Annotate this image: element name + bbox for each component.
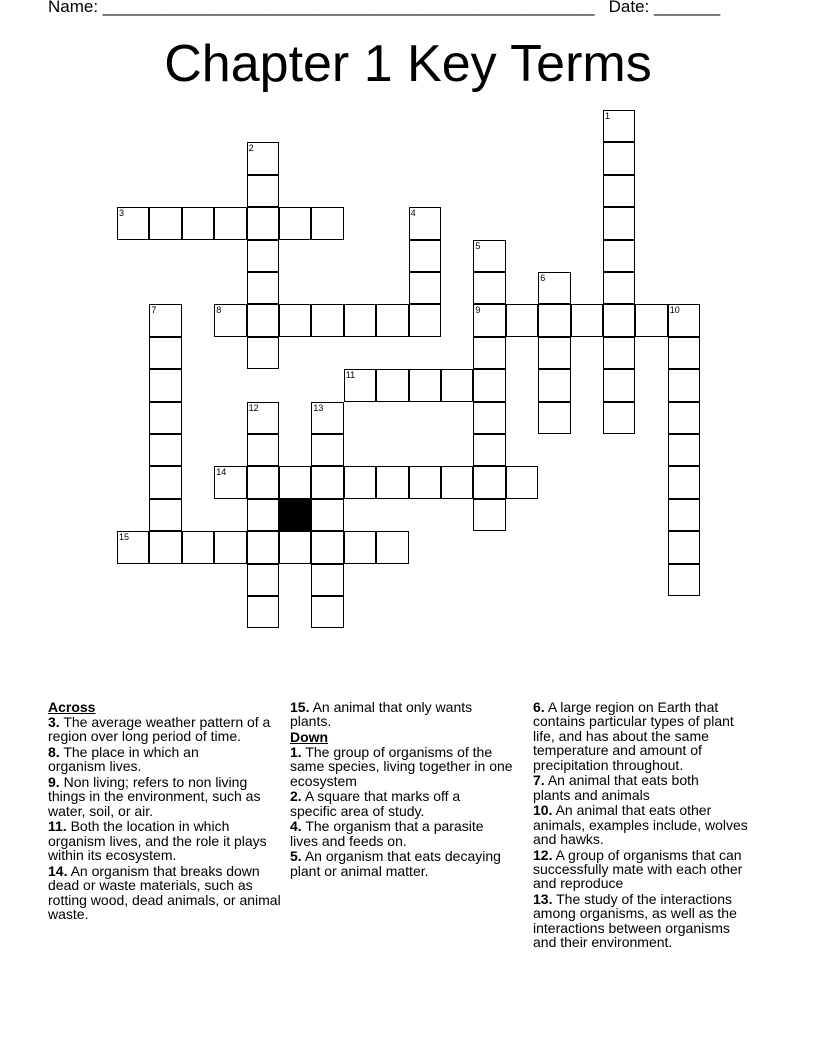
grid-cell[interactable]: [214, 207, 246, 239]
grid-cell[interactable]: [376, 531, 408, 563]
grid-cell[interactable]: [311, 596, 343, 628]
clue-column-3: [533, 700, 763, 951]
grid-cell[interactable]: [603, 369, 635, 401]
grid-cell[interactable]: [376, 304, 408, 336]
date-label: Date:: [608, 0, 654, 16]
grid-cell[interactable]: [149, 369, 181, 401]
grid-cell[interactable]: [668, 466, 700, 498]
grid-cell[interactable]: [473, 304, 505, 336]
grid-cell[interactable]: [409, 369, 441, 401]
grid-cell[interactable]: [603, 175, 635, 207]
grid-cell[interactable]: [117, 531, 149, 563]
clue-across-9: 9. Non living; refers to non living things in the environment, such as water, soil, or air.: [48, 774, 261, 819]
grid-cell[interactable]: [409, 272, 441, 304]
grid-cell[interactable]: [441, 466, 473, 498]
grid-cell[interactable]: [149, 531, 181, 563]
clue-down-13: 13. The study of the interactions among organisms, as well as the interactions between organisms and their environment.: [533, 891, 737, 951]
grid-cell[interactable]: [279, 466, 311, 498]
grid-cell[interactable]: [247, 466, 279, 498]
grid-cell[interactable]: [473, 434, 505, 466]
clue-column-2: [290, 700, 526, 879]
grid-cell[interactable]: [311, 564, 343, 596]
grid-cell[interactable]: [538, 369, 570, 401]
name-label: Name:: [48, 0, 103, 16]
clue-across-15: 15. An animal that only wants plants.: [290, 699, 473, 730]
clue-number: 15: [119, 532, 130, 543]
grid-cell[interactable]: [311, 434, 343, 466]
grid-cell[interactable]: [214, 466, 246, 498]
grid-cell[interactable]: [247, 304, 279, 336]
grid-cell[interactable]: [247, 434, 279, 466]
grid-cell[interactable]: [247, 402, 279, 434]
grid-cell[interactable]: [117, 207, 149, 239]
grid-cell[interactable]: [571, 304, 603, 336]
grid-cell[interactable]: [506, 466, 538, 498]
clue-across-8: 8. The place in which an organism lives.: [48, 744, 199, 775]
clue-number: 1: [605, 111, 611, 121]
grid-cell[interactable]: [311, 207, 343, 239]
grid-cell[interactable]: [538, 402, 570, 434]
grid-cell[interactable]: [247, 596, 279, 628]
grid-cell[interactable]: [247, 175, 279, 207]
grid-cell[interactable]: [247, 142, 279, 174]
grid-cell[interactable]: [668, 369, 700, 401]
grid-cell[interactable]: [279, 531, 311, 563]
grid-cell[interactable]: [538, 304, 570, 336]
grid-cell[interactable]: [473, 466, 505, 498]
clue-column-1: [48, 700, 284, 923]
grid-cell[interactable]: [149, 337, 181, 369]
grid-cell[interactable]: [409, 207, 441, 239]
grid-cell[interactable]: [473, 369, 505, 401]
grid-cell[interactable]: [603, 207, 635, 239]
grid-cell[interactable]: [603, 110, 635, 142]
black-square: [279, 499, 311, 531]
clue-down-7: 7. An animal that eats both plants and animals: [533, 772, 699, 803]
grid-cell[interactable]: [668, 337, 700, 369]
grid-cell[interactable]: [344, 466, 376, 498]
grid-cell[interactable]: [538, 272, 570, 304]
grid-cell[interactable]: [311, 402, 343, 434]
grid-cell[interactable]: [344, 369, 376, 401]
grid-cell[interactable]: [247, 531, 279, 563]
grid-cell[interactable]: [473, 337, 505, 369]
clue-number: 11: [345, 370, 356, 381]
grid-cell[interactable]: [441, 369, 473, 401]
grid-cell[interactable]: [603, 337, 635, 369]
grid-cell[interactable]: [409, 240, 441, 272]
grid-cell[interactable]: [149, 434, 181, 466]
grid-cell[interactable]: [311, 499, 343, 531]
grid-cell[interactable]: [668, 531, 700, 563]
grid-cell[interactable]: [668, 402, 700, 434]
clue-down-4: 4. The organism that a parasite lives and feeds on.: [290, 818, 484, 849]
clue-number: 3: [119, 208, 125, 219]
grid-cell[interactable]: [247, 499, 279, 531]
clue-down-5: 5. An organism that eats decaying plant or animal matter.: [290, 848, 501, 879]
grid-cell[interactable]: [344, 531, 376, 563]
clue-down-6: 6. A large region on Earth that contains particular types of plant life, and has about the same temperature and amount of precipitation throughout.: [533, 699, 734, 773]
clue-down-1: 1. The group of organisms of the same species, living together in one ecosystem: [290, 744, 513, 789]
grid-cell[interactable]: [247, 337, 279, 369]
grid-cell[interactable]: [214, 531, 246, 563]
grid-cell[interactable]: [149, 207, 181, 239]
grid-cell[interactable]: [214, 304, 246, 336]
grid-cell[interactable]: [603, 240, 635, 272]
grid-cell[interactable]: [149, 499, 181, 531]
grid-cell[interactable]: [473, 402, 505, 434]
grid-cell[interactable]: [247, 240, 279, 272]
grid-cell[interactable]: [473, 272, 505, 304]
grid-cell[interactable]: [311, 531, 343, 563]
clue-across-14: 14. An organism that breaks down dead or waste materials, such as rotting wood, dead animals, or animal waste.: [48, 862, 281, 923]
grid-cell[interactable]: [409, 466, 441, 498]
grid-cell[interactable]: [149, 402, 181, 434]
grid-cell[interactable]: [409, 304, 441, 336]
clue-down-2: 2. A square that marks off a specific area of study.: [290, 788, 461, 819]
grid-cell[interactable]: [473, 240, 505, 272]
grid-cell[interactable]: [182, 207, 214, 239]
grid-cell[interactable]: [149, 304, 181, 336]
grid-cell[interactable]: [603, 402, 635, 434]
clue-number: 5: [475, 240, 481, 251]
grid-cell[interactable]: [635, 304, 667, 336]
clue-number: 10: [669, 305, 680, 316]
grid-cell[interactable]: [506, 304, 538, 336]
grid-cell[interactable]: [668, 564, 700, 596]
grid-cell[interactable]: [311, 304, 343, 336]
grid-cell[interactable]: [247, 207, 279, 239]
grid-cell[interactable]: [376, 369, 408, 401]
clue-down-10: 10. An animal that eats other animals, examples include, wolves and hawks.: [533, 802, 748, 848]
grid-cell[interactable]: [247, 272, 279, 304]
clue-across-3: 3. The average weather pattern of a region over long period of time.: [48, 714, 271, 745]
grid-cell[interactable]: [247, 564, 279, 596]
grid-cell[interactable]: [182, 531, 214, 563]
clue-number: 12: [248, 402, 259, 413]
clue-number: 8: [216, 305, 222, 316]
across-heading: Across: [48, 699, 96, 715]
grid-cell[interactable]: [668, 304, 700, 336]
grid-cell[interactable]: [538, 337, 570, 369]
clue-down-12: 12. A group of organisms that can successfully mate with each other and reproduce: [533, 846, 743, 892]
grid-cell[interactable]: [279, 304, 311, 336]
clue-number: 6: [540, 273, 546, 283]
grid-cell[interactable]: [376, 466, 408, 498]
clue-number: 2: [248, 143, 254, 154]
clue-across-11: 11. Both the location in which organism lives, and the role it plays within its ecosystem.: [48, 818, 267, 864]
clue-number: 13: [313, 402, 324, 413]
grid-cell[interactable]: [668, 499, 700, 531]
clue-number: 7: [151, 305, 157, 316]
date-blank[interactable]: _______: [653, 0, 721, 16]
page-title: Chapter 1 Key Terms: [164, 35, 652, 93]
clue-number: 4: [410, 208, 416, 219]
down-heading: Down: [290, 729, 329, 745]
grid-cell[interactable]: [668, 434, 700, 466]
grid-cell[interactable]: [603, 272, 635, 304]
grid-cell[interactable]: [311, 466, 343, 498]
grid-cell[interactable]: [279, 207, 311, 239]
clue-number: 14: [216, 467, 227, 478]
grid-cell[interactable]: [603, 304, 635, 336]
name-blank[interactable]: ____________________________________________________: [102, 0, 595, 16]
clue-number: 9: [475, 305, 481, 316]
grid-cell[interactable]: [149, 466, 181, 498]
grid-cell[interactable]: [344, 304, 376, 336]
grid-cell[interactable]: [473, 499, 505, 531]
grid-cell[interactable]: [603, 142, 635, 174]
